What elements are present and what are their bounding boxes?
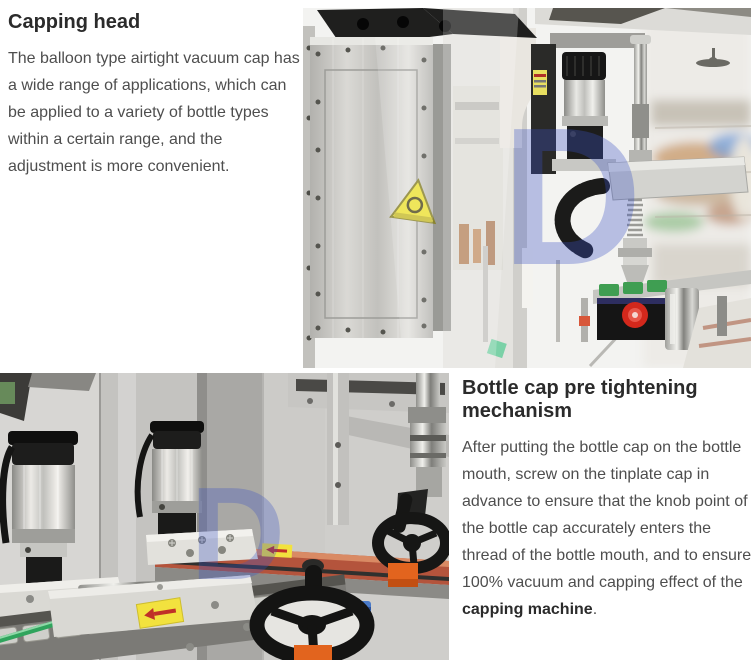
capping-machine-keyword: capping machine [462, 601, 593, 618]
pre-tightening-description [462, 434, 751, 623]
description-text-start: After putting the bottle cap on the bottle mouth, screw on the tinplate cap in advance to ensure that the knob point of the bottle cap accurately enters the thread of the bottle mouth, and to ensure 100% vacuum and capping effect of the [462, 439, 751, 591]
pre-tightening-heading: Bottle cap pre tightening mechanism [462, 377, 698, 422]
watermark-logo: D [501, 87, 643, 306]
pre-tightening-photo [0, 373, 449, 660]
watermark-logo: D [190, 460, 286, 607]
capping-head-section [8, 11, 301, 180]
stainless-cabinet [310, 37, 451, 338]
description-text-end: . [592, 601, 598, 618]
capping-head-photo [303, 8, 751, 368]
capping-head-heading: Capping head [8, 11, 141, 33]
pre-tightening-section [462, 377, 751, 623]
capping-head-description: The balloon type airtight vacuum cap has a wide range of applications, which can be applied to a variety of bottle types within a certain range, and the adjustment is more convenient. [8, 50, 300, 175]
